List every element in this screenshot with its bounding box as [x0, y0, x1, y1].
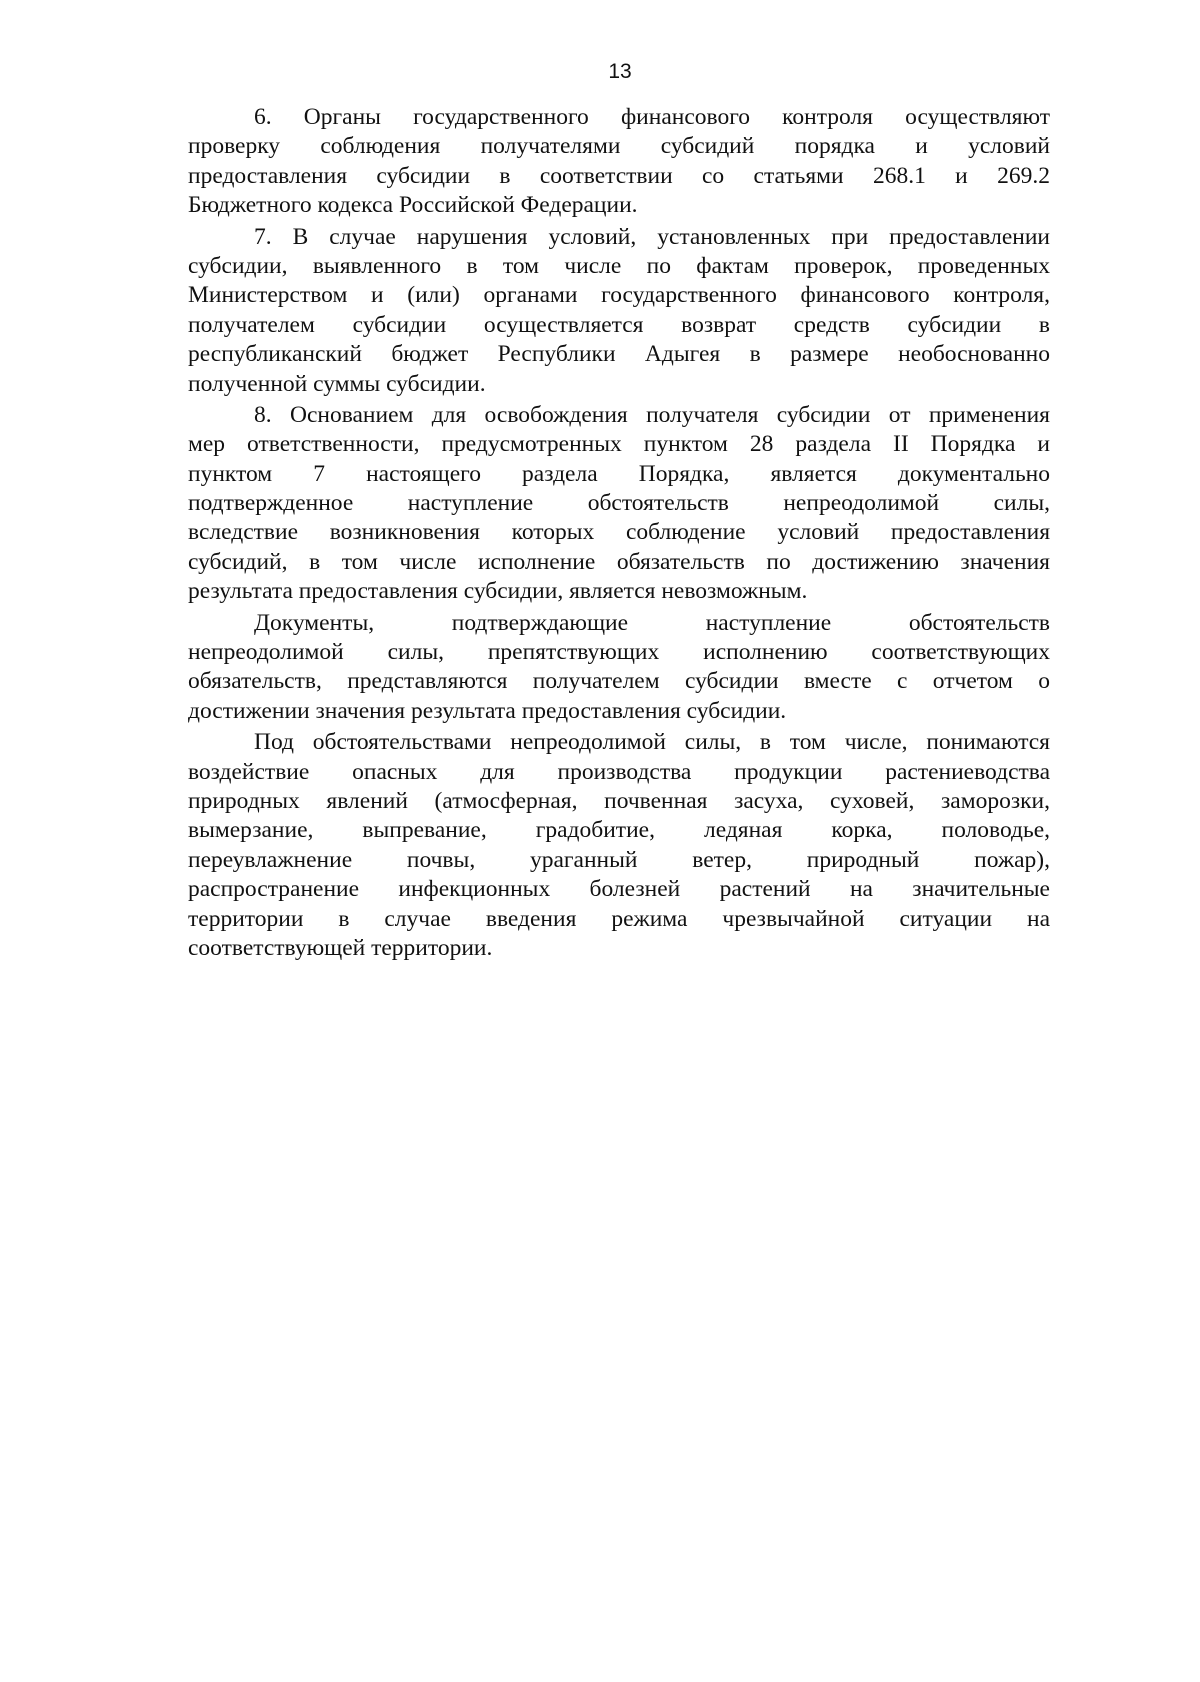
- text-line: достижении значения результата предоставления субсидии.: [188, 697, 787, 724]
- text-line: проверку соблюдения получателями субсидий порядка и условий: [188, 133, 1050, 160]
- text-line: субсидии, выявленного в том числе по фактам проверок, проведенных: [188, 252, 1050, 279]
- paragraph: [188, 609, 1050, 727]
- text-line: результата предоставления субсидии, является невозможным.: [188, 578, 808, 605]
- paragraph: [188, 103, 1050, 221]
- text-line: субсидий, в том числе исполнение обязательств по достижению значения: [188, 548, 1050, 575]
- text-line: пунктом 7 настоящего раздела Порядка, является документально: [188, 460, 1050, 487]
- text-line: переувлажнение почвы, ураганный ветер, природный пожар),: [188, 846, 1050, 873]
- text-line: непреодолимой силы, препятствующих исполнению соответствующих: [188, 639, 1050, 666]
- text-line: 8. Основанием для освобождения получателя субсидии от применения: [254, 401, 1050, 428]
- text-line: соответствующей территории.: [188, 934, 493, 961]
- paragraph: [188, 728, 1050, 963]
- text-line: республиканский бюджет Республики Адыгея в размере необоснованно: [188, 341, 1050, 368]
- text-line: вымерзание, выпревание, градобитие, ледяная корка, половодье,: [188, 817, 1050, 844]
- text-line: вследствие возникновения которых соблюдение условий предоставления: [188, 519, 1050, 546]
- text-line: Бюджетного кодекса Российской Федерации.: [188, 192, 638, 219]
- text-line: территории в случае введения режима чрезвычайной ситуации на: [188, 905, 1050, 932]
- text-line: предоставления субсидии в соответствии со статьями 268.1 и 269.2: [188, 162, 1050, 189]
- text-line: Документы, подтверждающие наступление обстоятельств: [254, 609, 1050, 636]
- paragraph: [188, 401, 1050, 607]
- page-number: 13: [608, 60, 632, 83]
- text-line: 6. Органы государственного финансового контроля осуществляют: [254, 104, 1050, 130]
- text-line: природных явлений (атмосферная, почвенная засуха, суховей, заморозки,: [188, 787, 1050, 814]
- text-line: подтвержденное наступление обстоятельств непреодолимой силы,: [188, 490, 1050, 517]
- text-line: Министерством и (или) органами государственного финансового контроля,: [188, 282, 1050, 309]
- text-line: обязательств, представляются получателем субсидии вместе с отчетом о: [188, 668, 1050, 695]
- text-line: мер ответственности, предусмотренных пунктом 28 раздела II Порядка и: [188, 431, 1050, 458]
- text-line: полученной суммы субсидии.: [188, 370, 486, 397]
- paragraph: [188, 223, 1050, 399]
- text-line: распространение инфекционных болезней растений на значительные: [188, 876, 1050, 903]
- document-body: [188, 103, 1050, 963]
- text-line: получателем субсидии осуществляется возврат средств субсидии в: [188, 311, 1050, 338]
- text-line: Под обстоятельствами непреодолимой силы, в том числе, понимаются: [254, 729, 1050, 756]
- text-line: 7. В случае нарушения условий, установленных при предоставлении: [254, 223, 1050, 250]
- text-line: воздействие опасных для производства продукции растениеводства: [188, 758, 1050, 785]
